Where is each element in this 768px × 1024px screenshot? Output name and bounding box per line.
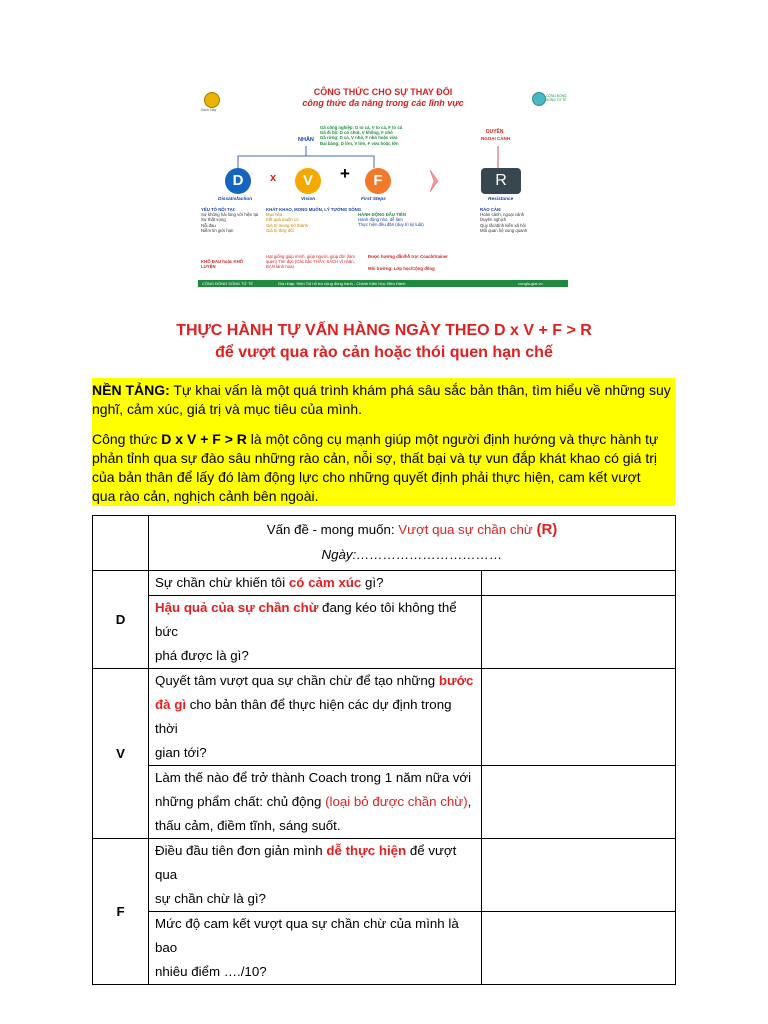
formula-line1-rest: là một công cụ mạnh giúp một người định hướng và thực hành tự [246, 431, 659, 447]
f-bottom2: Môi trường: Lớp học/Cộng đồng [368, 266, 435, 271]
nhan-line: Gã công nghiệp: D to cả, V to cả, F to cả [320, 125, 403, 130]
v-q2-l2-pre: những phẩm chất: chủ động [155, 794, 326, 809]
f-question-1 [149, 839, 482, 912]
header-cell [149, 516, 676, 571]
d-note: Sự thất vọng [201, 217, 226, 223]
duyen-sub: NGOẠI CẢNH [481, 136, 510, 141]
v-question-1 [149, 669, 482, 766]
f-q1-pre: Điều đầu tiên đơn giản mình [155, 843, 327, 858]
formula-pre: Công thức [92, 431, 162, 447]
nhan-line: Đại bàng: D lớn, V lớn, F vừa hoặc lớn [320, 140, 399, 146]
table-row [93, 669, 676, 766]
table-row [93, 571, 676, 596]
v-q1-red-2: đà gì [155, 697, 187, 712]
footer-right: congtu.giai.vn [518, 281, 543, 286]
d-q1-post: gì? [361, 575, 384, 590]
table-row [93, 839, 676, 912]
v-bottom: Hạt giống giúp mình, giúp người, giúp đời (làm quen) Tìm đọc (Các bậc THẦY, SÁCH vĩ nhân, BẠN lành hoa) [266, 254, 356, 270]
page-title: THỰC HÀNH TỰ VẤN HÀNG NGÀY THEO D x V + F > R [176, 322, 592, 339]
formula-line-3: của bản thân để lấy đó làm động lực cho những quyết định phải thực hiện, cam kết vượt [92, 469, 641, 485]
foundation-label: NỀN TẢNG: [92, 382, 170, 398]
issue-line [155, 518, 669, 542]
d-note: Sự không hài lòng với hiện tại [201, 212, 259, 218]
page-subtitle: để vượt qua rào cản hoặc thói quen hạn chế [215, 344, 553, 361]
d-answer-2[interactable] [482, 596, 676, 669]
r-note: Quy tắc/định kiến xã hội [480, 222, 526, 228]
d-q2-post-1: đang kéo tôi không thể bức [155, 600, 457, 639]
nhan-line: Gã đi bộ: D có chút, V không, F nhỏ [320, 130, 393, 136]
v-note: Mục tiêu [266, 212, 283, 218]
v-q1-red-1: bước [438, 673, 474, 688]
d-notes-title: YẾU TỐ NỘI TẠI: [201, 207, 236, 212]
f-notes-title: HÀNH ĐỘNG ĐẦU TIÊN [358, 212, 406, 217]
v-note: Kết quả muốn có [266, 217, 299, 223]
v-note: Giá trị thay đổi [266, 227, 294, 233]
times-sign: x [270, 172, 277, 184]
v-q2-l2-red: (loại bỏ được chần chừ) [325, 794, 468, 809]
table-row [93, 912, 676, 985]
f-notes [358, 212, 424, 228]
nhan-line: Gã rừng: D cả, V nhỏ, F nhỏ hoặc vừa [320, 135, 398, 141]
formula-infographic [198, 84, 568, 292]
r-note: Mối quan hệ xung quanh [480, 227, 528, 233]
d-caption: Dissatisfaction [218, 197, 253, 202]
header-empty-cell [93, 516, 149, 571]
f-bottom1: Được hướng dẫn/hỗ trợ: Coach/trainer [368, 254, 448, 259]
infographic-title: CÔNG THỨC CHO SỰ THAY ĐỔI [313, 87, 453, 97]
d-question-2 [149, 596, 482, 669]
v-question-2 [149, 766, 482, 839]
r-note: Duyên nghịch [480, 217, 507, 223]
plus-sign: + [340, 164, 350, 183]
f-note: Hành động nhỏ, dễ làm [358, 217, 403, 223]
table-header-row [93, 516, 676, 571]
d-note: Nỗi đau [201, 222, 216, 228]
infographic-subtitle: công thức đa năng trong các lĩnh vực [302, 98, 464, 108]
v-q1-post-2: gian tới? [155, 745, 207, 760]
d-question-1 [149, 571, 482, 596]
v-answer-1[interactable] [482, 669, 676, 766]
v-label-cell: V [93, 669, 149, 839]
v-q1-post-1: cho bản thân để thực hiện các dự định trong thời [155, 697, 452, 736]
v-note: Giá trị mong trở thành [266, 222, 308, 228]
foundation-line-2: nghĩ, cảm xúc, giá trị và mục tiêu của mình. [92, 401, 363, 417]
foundation-line-1 [92, 381, 675, 400]
table-row [93, 766, 676, 839]
date-line: Ngày:…………………………… [321, 547, 503, 562]
d-circle: D [225, 168, 251, 194]
issue-prefix: Vấn đề - mong muốn: [266, 522, 399, 537]
v-q2-l3: thấu cảm, điềm tĩnh, sáng suốt. [155, 818, 341, 833]
v-q2-l1: Làm thế nào để trở thành Coach trong 1 năm nữa với [155, 770, 472, 785]
d-label-cell: D [93, 571, 149, 669]
f-answer-2[interactable] [482, 912, 676, 985]
r-notes-title: RÀO CẢN: [480, 207, 502, 212]
r-box: R [481, 168, 521, 194]
f-q2-l2: nhiêu điểm …./10? [155, 964, 267, 979]
f-q1-post-1: để vượt qua [155, 843, 457, 882]
f-q2-l1: Mức độ cam kết vượt qua sự chần chừ của mình là bao [155, 916, 459, 955]
d-q2-post-2: phá được là gì? [155, 648, 249, 663]
logo-right-label: CỘNG ĐỒNG SỐNG TỬ TẾ [546, 94, 567, 102]
logo-left-label: Sach Hay [201, 108, 217, 112]
v-notes [266, 207, 361, 233]
d-answer-1[interactable] [482, 571, 676, 596]
d-q2-red: Hậu quả của sự chần chừ [155, 600, 319, 615]
d-note: Niềm tin giới hạn [201, 227, 234, 233]
table-row [93, 596, 676, 669]
formula-line-2: phản tỉnh qua sự đào sâu những rào cản, nỗi sợ, thất bại và tự vun đắp khát khao có giá trị [92, 450, 657, 466]
f-circle: F [365, 168, 391, 194]
d-q1-red: có cảm xúc [288, 575, 362, 590]
f-q1-red: dễ thực hiện [326, 843, 407, 858]
d-notes [201, 207, 258, 233]
r-caption: Resistance [488, 197, 514, 202]
f-label-cell: F [93, 839, 149, 985]
d-bottom: KHỔ ĐAU hoặc KHỔ LUYỆN [201, 259, 244, 270]
infographic-footer [198, 280, 568, 287]
d-q1-pre: Sự chần chừ khiến tôi [155, 575, 289, 590]
formula-line-1 [92, 430, 675, 449]
r-notes [480, 207, 527, 233]
formula-line-4: qua rào cản, nghịch cảnh bên ngoài. [92, 488, 319, 504]
v-caption: Vision [301, 197, 316, 202]
issue-red: Vượt qua sự chần chừ [398, 522, 537, 537]
issue-r: (R) [536, 521, 558, 538]
duyen-label: DUYÊN [486, 129, 504, 135]
foundation-text-1: Tự khai vấn là một quá trình khám phá sâu sắc bản thân, tìm hiểu về những suy [169, 382, 671, 398]
v-notes-title: KHÁT KHAO, MONG MUỐN, LÝ TƯỞNG SỐNG [266, 207, 362, 212]
f-caption: First Steps [361, 197, 386, 202]
v-circle: V [295, 168, 321, 194]
worksheet-table [92, 515, 676, 985]
f-answer-1[interactable] [482, 839, 676, 912]
formula-text: D x V + F > R [161, 431, 247, 447]
r-note: Hoàn cảnh, ngoại cảnh [480, 212, 525, 218]
footer-mid: Gia nhập: Hiện Tôi hỗ trợ cộng đồng hành - Chánh Kiến Học Hiền Hành [278, 281, 406, 286]
f-question-2 [149, 912, 482, 985]
f-q1-post-2: sự chần chừ là gì? [155, 891, 266, 906]
f-note: Thực hiện đều đặn (duy trì kỷ luật) [358, 222, 424, 228]
v-answer-2[interactable] [482, 766, 676, 839]
nhan-label: NHÂN [298, 137, 314, 143]
v-q2-l2-post: , [467, 794, 472, 809]
footer-left: CỘNG ĐỒNG SỐNG TỬ TẾ [202, 281, 254, 286]
v-q1-pre: Quyết tâm vượt qua sự chần chừ để tạo những [155, 673, 439, 688]
